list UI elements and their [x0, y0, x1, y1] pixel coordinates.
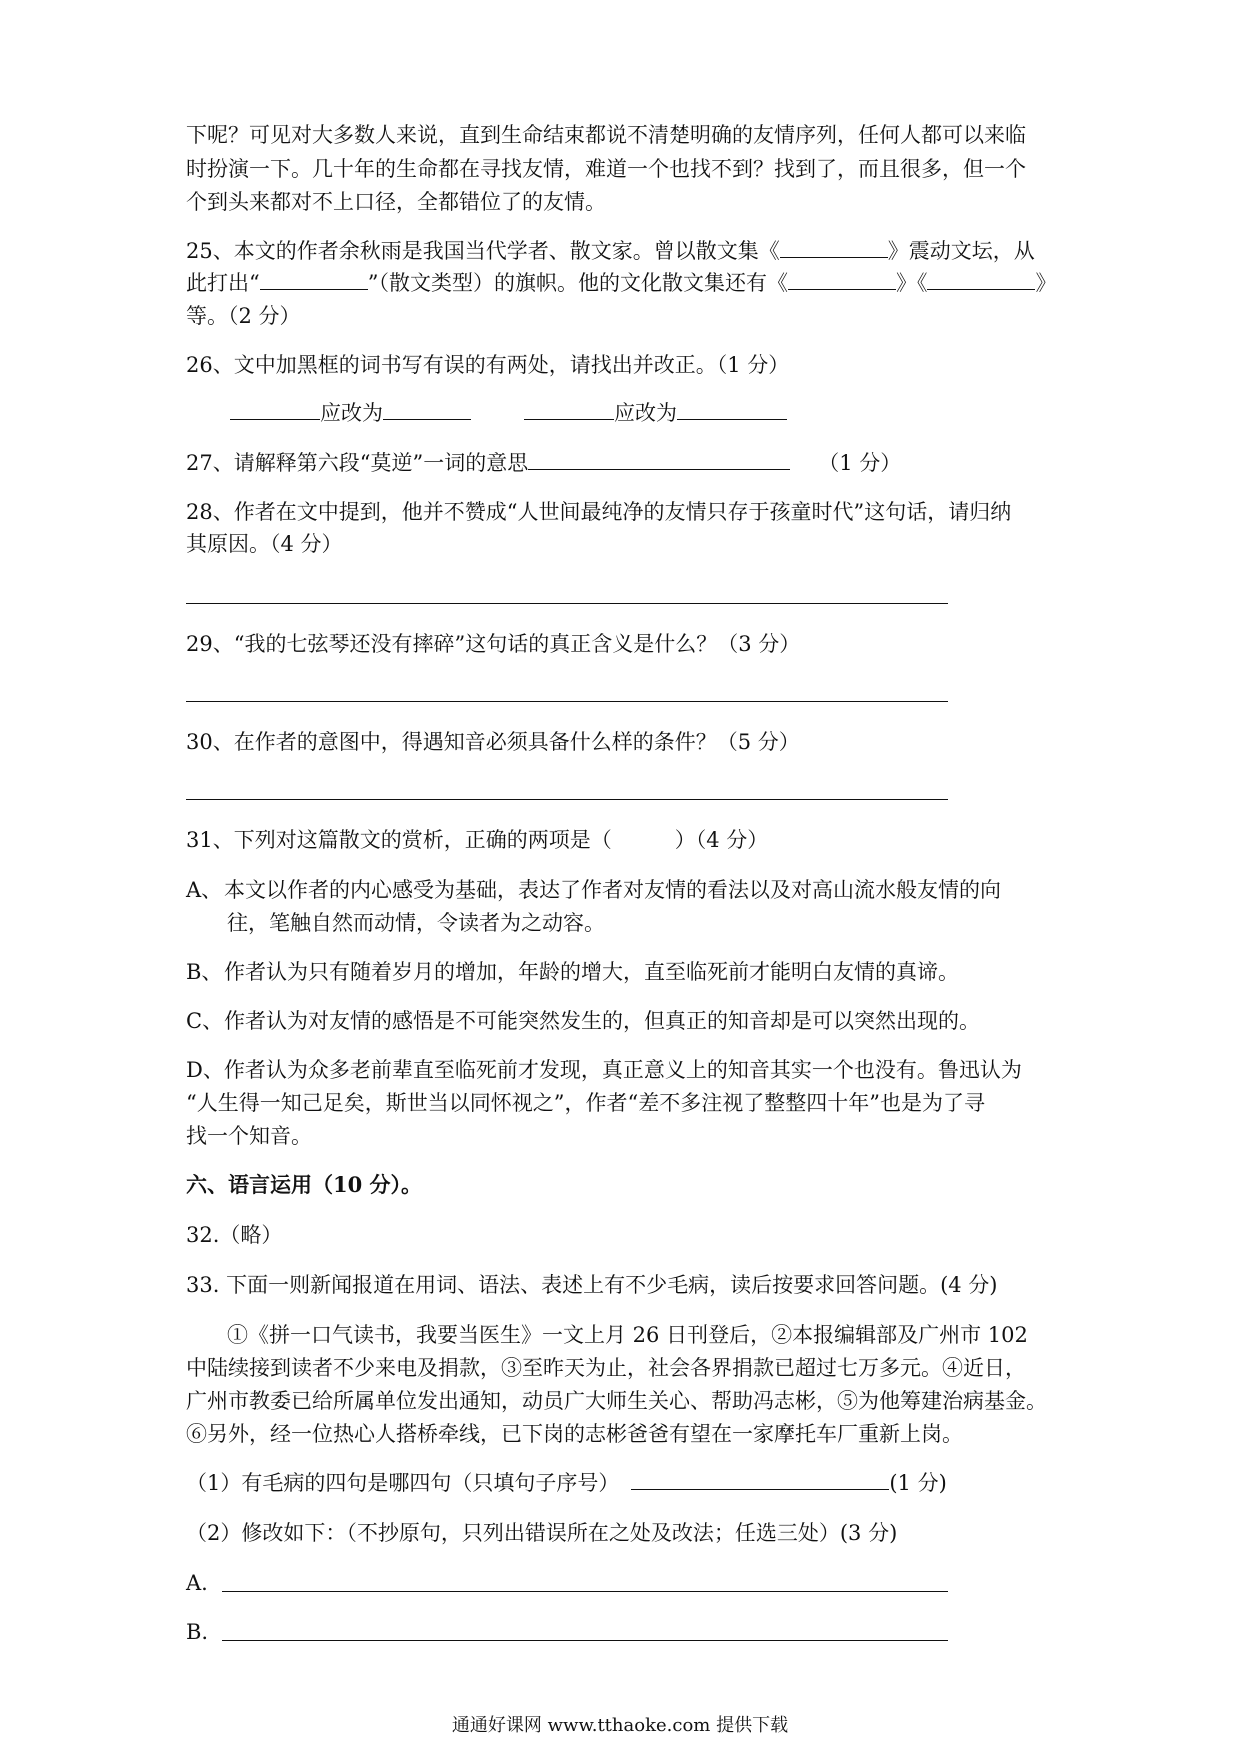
question-33-sub1: （1）有毛病的四句是哪四句（只填句子序号） (1 分)	[186, 1466, 947, 1500]
question-29: 29、“我的七弦琴还没有摔碎”这句话的真正含义是什么？（3 分）	[186, 632, 801, 656]
option-b: B、作者认为只有随着岁月的增加，年龄的增大，直至临死前才能明白友情的真谛。	[186, 960, 959, 984]
question-33: 33. 下面一则新闻报道在用词、语法、表述上有不少毛病，读后按要求回答问题。(4 分)	[186, 1273, 998, 1297]
news-line: ①《拼一口气读书，我要当医生》一文上月 26 日刊登后，②本报编辑部及广州市 102	[227, 1323, 1028, 1347]
question-27: 27、请解释第六段“莫逆”一词的意思 （1 分）	[186, 446, 901, 480]
question-28-line2: 其原因。（4 分）	[186, 532, 343, 556]
answer-blank[interactable]	[260, 267, 368, 290]
option-c: C、作者认为对友情的感悟是不可能突然发生的，但真正的知音却是可以突然出现的。	[186, 1009, 980, 1033]
question-31: 31、下列对这篇散文的赏析，正确的两项是（ ）（4 分）	[186, 828, 769, 852]
answer-blank[interactable]	[927, 267, 1035, 290]
answer-line[interactable]	[186, 799, 948, 800]
answer-a-label: A.	[186, 1571, 208, 1595]
answer-blank[interactable]	[230, 397, 320, 420]
question-26: 26、文中加黑框的词书写有误的有两处，请找出并改正。（1 分）	[186, 353, 790, 377]
question-30: 30、在作者的意图中，得遇知音必须具备什么样的条件？（5 分）	[186, 730, 800, 754]
answer-blank[interactable]	[524, 397, 614, 420]
question-32: 32.（略）	[186, 1223, 283, 1247]
answer-line-b[interactable]	[222, 1640, 948, 1641]
question-25-line1: 25、本文的作者余秋雨是我国当代学者、散文家。曾以散文集《 》震动文坛，从	[186, 234, 1035, 268]
section-6-heading: 六、语言运用（10 分）。	[186, 1172, 423, 1197]
news-line: 中陆续接到读者不少来电及捐款，③至昨天为止，社会各界捐款已超过七万多元。④近日，	[186, 1356, 1026, 1380]
answer-line-a[interactable]	[222, 1591, 948, 1592]
question-28-line1: 28、作者在文中提到，他并不赞成“人世间最纯净的友情只存于孩童时代”这句话，请归纳	[186, 500, 1012, 524]
question-25-line3: 等。（2 分）	[186, 304, 301, 328]
answer-blank[interactable]	[780, 235, 888, 258]
question-25-line2: 此打出“ ”（散文类型）的旗帜。他的文化散文集还有《 》《 》	[186, 266, 1056, 300]
page-footer: 通通好课网 www.tthaoke.com 提供下载	[451, 1715, 789, 1736]
answer-blank[interactable]	[788, 267, 896, 290]
option-d-line1: D、作者认为众多老前辈直至临死前才发现，真正意义上的知音其实一个也没有。鲁迅认为	[186, 1058, 1022, 1082]
question-26-answers: 应改为 应改为	[230, 396, 787, 430]
answer-line[interactable]	[186, 701, 948, 702]
option-a-line1: A、本文以作者的内心感受为基础，表达了作者对友情的看法以及对高山流水般友情的向	[186, 878, 1001, 902]
answer-blank[interactable]	[677, 397, 787, 420]
option-a-line2: 往，笔触自然而动情，令读者为之动容。	[227, 911, 605, 935]
passage-line: 下呢？可见对大多数人来说，直到生命结束都说不清楚明确的友情序列，任何人都可以来临	[186, 123, 1026, 147]
passage-line: 个到头来都对不上口径，全都错位了的友情。	[186, 190, 606, 214]
news-line: 广州市教委已给所属单位发出通知，动员广大师生关心、帮助冯志彬，⑤为他筹建治病基金。	[186, 1389, 1047, 1413]
answer-blank[interactable]	[631, 1467, 889, 1490]
option-d-line3: 找一个知音。	[186, 1124, 312, 1148]
passage-line: 时扮演一下。几十年的生命都在寻找友情，难道一个也找不到？找到了，而且很多，但一个	[186, 157, 1026, 181]
answer-blank[interactable]	[528, 447, 790, 470]
option-d-line2: “人生得一知己足矣，斯世当以同怀视之”，作者“差不多注视了整整四十年”也是为了寻	[186, 1091, 985, 1115]
question-33-sub2: （2）修改如下：（不抄原句，只列出错误所在之处及改法；任选三处）(3 分)	[186, 1521, 898, 1545]
answer-b-label: B.	[186, 1620, 209, 1644]
news-line: ⑥另外，经一位热心人搭桥牵线，已下岗的志彬爸爸有望在一家摩托车厂重新上岗。	[186, 1422, 963, 1446]
answer-line[interactable]	[186, 603, 948, 604]
answer-blank[interactable]	[383, 397, 471, 420]
